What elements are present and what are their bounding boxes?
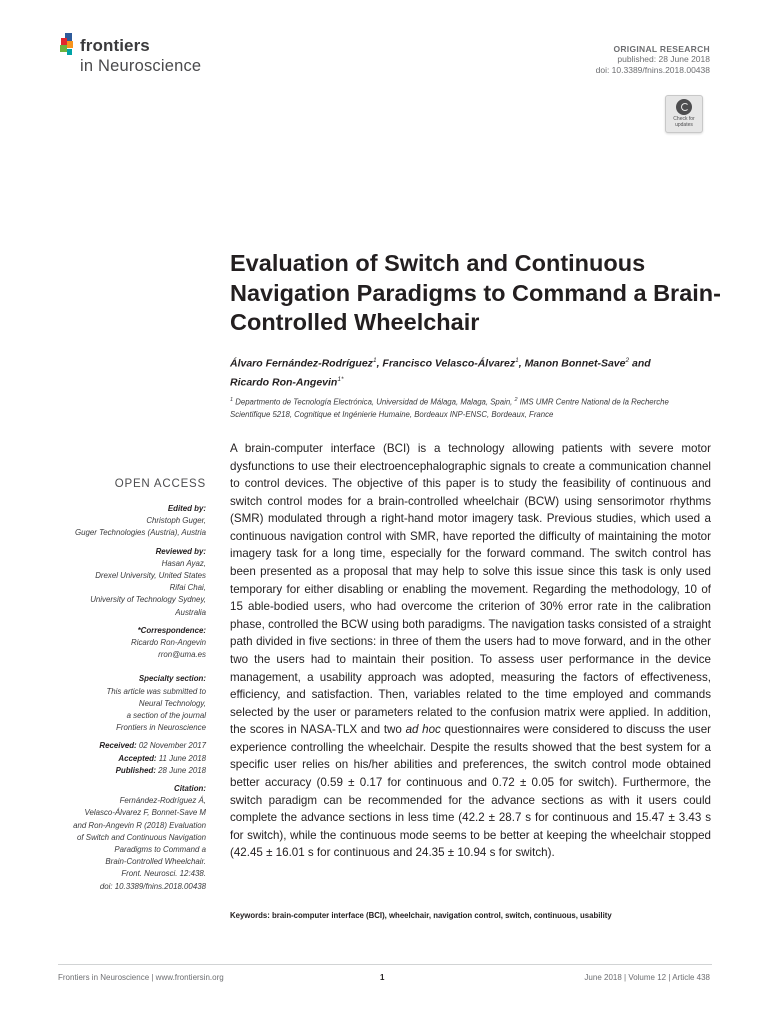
abstract-text-1: A brain-computer interface (BCI) is a technology allowing patients with severe motor dysfunctions to use their electroencephalographic signals to create a communication channel to control devices. The objective of this paper is to study the feasibility of continuous and switch control modes for a brain-controlled wheelchair (BCW) using sensorimotor rhythms (SMR) modulated through a right-hand motor imagery task. Previous studies, which used a continuous navigation control with SMR, have reported the difficulty of maintaining the motor imagery task for a long time, especially for the forward command. The switch control has been presented as a proposal that may help to solve this issue since this task is only used temporary for either disabling or enabling the movement. Regarding the methodology, 10 of 15 able-bodied users, who had overcome the criterion of 30% error rate in the calibration phase, controlled the BCW using both paradigms. The navigation tasks consisted of a straight path divided in five sections: in three of them the users had to move forward, and in the other two the users had to maintain their position. To assess user performance in the device management, a usability approach was adopted, measuring the factors of effectiveness, efficiency, and satisfaction. Then, variables related to the time employed and commands selected by the user or parameters related to the confusion matrix were applied. In addition, the scores in NASA-TLX and two bbox=[230, 442, 711, 737]
reviewer-line: Hasan Ayaz, bbox=[161, 558, 206, 568]
citation-line: Front. Neurosci. 12:438. bbox=[121, 869, 206, 879]
affiliation-text: Departmento de Tecnología Electrónica, Universidad de Málaga, Malaga, Spain, bbox=[233, 397, 515, 407]
received-row bbox=[44, 740, 206, 752]
journal-logo bbox=[58, 33, 228, 81]
editor-line: Guger Technologies (Austria), Austria bbox=[75, 528, 206, 538]
reviewer-line: Rifai Chai, bbox=[169, 583, 206, 593]
received-label: Received: bbox=[99, 741, 137, 751]
citation-doi[interactable]: doi: 10.3389/fnins.2018.00438 bbox=[99, 881, 206, 891]
author-affiliation-marker: 2 bbox=[625, 357, 630, 364]
author-separator: and bbox=[629, 357, 651, 370]
author-separator: , bbox=[376, 357, 383, 370]
check-updates-icon bbox=[676, 99, 692, 115]
citation-line: and Ron-Angevin R (2018) Evaluation bbox=[73, 820, 206, 830]
reviewer-line: Drexel University, United States bbox=[95, 571, 206, 581]
author-separator: , bbox=[518, 357, 525, 370]
affiliation-marker: 2 bbox=[514, 397, 518, 403]
author-affiliation-marker: 1* bbox=[337, 375, 344, 383]
article-header-info bbox=[596, 44, 710, 76]
citation-label: Citation: bbox=[174, 784, 206, 794]
abstract bbox=[230, 440, 711, 862]
journal-name-secondary: in Neuroscience bbox=[80, 57, 202, 75]
specialty-line: Frontiers in Neuroscience bbox=[116, 723, 206, 733]
reviewer-line: Australia bbox=[175, 607, 206, 617]
citation-line: Velasco-Álvarez F, Bonnet-Save M bbox=[84, 808, 206, 818]
author-list bbox=[230, 353, 710, 390]
page-number: 1 bbox=[380, 973, 385, 982]
published-date-sidebar: 28 June 2018 bbox=[158, 765, 206, 775]
author-name[interactable]: Francisco Velasco-Álvarez bbox=[382, 357, 516, 370]
accepted-label: Accepted: bbox=[118, 753, 157, 763]
published-date: published: 28 June 2018 bbox=[617, 54, 710, 64]
received-date: 02 November 2017 bbox=[138, 741, 206, 751]
published-row bbox=[44, 765, 206, 777]
correspondence-email[interactable]: rron@uma.es bbox=[158, 650, 206, 660]
journal-name-primary: frontiers bbox=[80, 36, 150, 55]
correspondence-label: *Correspondence: bbox=[137, 625, 206, 635]
check-for-updates-button[interactable] bbox=[665, 95, 703, 133]
author-name[interactable]: Ricardo Ron-Angevin bbox=[230, 376, 338, 388]
specialty-line: a section of the journal bbox=[126, 711, 206, 721]
accepted-row bbox=[44, 753, 206, 765]
affiliations bbox=[230, 394, 690, 422]
citation-line: of Switch and Continuous Navigation bbox=[77, 832, 206, 842]
edited-by-label: Edited by: bbox=[167, 504, 206, 513]
article-sidebar bbox=[44, 478, 206, 893]
citation-line: Brain-Controlled Wheelchair. bbox=[105, 857, 206, 867]
abstract-paragraph bbox=[230, 440, 711, 862]
article-title: Evaluation of Switch and Continuous Navigation Paradigms to Command a Brain-Controlled Wheelchair bbox=[230, 250, 721, 335]
footer-issue-info: June 2018 | Volume 12 | Article 438 bbox=[584, 973, 710, 982]
article-type: ORIGINAL RESEARCH bbox=[613, 44, 710, 54]
footer-journal-link[interactable]: Frontiers in Neuroscience | www.frontiersin.org bbox=[58, 973, 224, 982]
frontiers-logo-icon bbox=[58, 33, 82, 61]
reviewed-by-label: Reviewed by: bbox=[155, 546, 206, 556]
accepted-date: 11 June 2018 bbox=[158, 753, 206, 763]
affiliation-text: IMS UMR Centre National de la Recherche Scientifique 5218, Cognitique et Ingénierie Humaine, Bordeaux INP-ENSC, Bordeaux, France bbox=[230, 397, 669, 420]
published-label: Published: bbox=[115, 765, 156, 775]
citation-line: Paradigms to Command a bbox=[114, 845, 206, 855]
abstract-text-2: questionnaires were considered to discuss the user experience controlling the wheelchair. Despite the results showed that the best system for a specific user relies on his/her abilities and preferences, the switch control mode obtained better accuracy (0.59 ± 0.17 for continuous and 0.72 ± 0.05 for switch). Furthermore, the switch paradigm can be recommended for the advance sections as with it users could complete the advance sections in less time (42.2 ± 28.7 s for continuous and 15.47 ± 3.43 s for switch), while the continuous mode seems to be better at keeping the wheelchair stopped (42.45 ± 16.01 s for continuous and 24.35 ± 10.94 s for switch). bbox=[230, 723, 711, 860]
citation-line: Fernández-Rodríguez Á, bbox=[119, 796, 206, 806]
open-access-label: OPEN ACCESS bbox=[114, 478, 206, 490]
author-affiliation-marker: 1 bbox=[515, 357, 519, 364]
check-updates-label: Check for updates bbox=[673, 116, 695, 128]
author-affiliation-marker: 1 bbox=[372, 357, 377, 364]
reviewer-line: University of Technology Sydney, bbox=[90, 595, 206, 605]
author-name[interactable]: Manon Bonnet-Save bbox=[524, 357, 626, 370]
author-name[interactable]: Álvaro Fernández-Rodríguez bbox=[230, 357, 373, 370]
correspondence-name: Ricardo Ron-Angevin bbox=[131, 638, 206, 648]
specialty-line: This article was submitted to bbox=[106, 686, 206, 696]
affiliation-marker: 1 bbox=[230, 397, 234, 403]
footer-divider bbox=[58, 964, 712, 965]
specialty-section-label: Specialty section: bbox=[138, 674, 206, 684]
doi-link[interactable]: doi: 10.3389/fnins.2018.00438 bbox=[595, 65, 710, 75]
specialty-line: Neural Technology, bbox=[138, 698, 206, 708]
abstract-italic: ad hoc bbox=[405, 723, 441, 737]
editor-line: Christoph Guger, bbox=[146, 516, 206, 526]
keywords: Keywords: brain-computer interface (BCI), wheelchair, navigation control, switch, continuous, usability bbox=[230, 911, 612, 920]
